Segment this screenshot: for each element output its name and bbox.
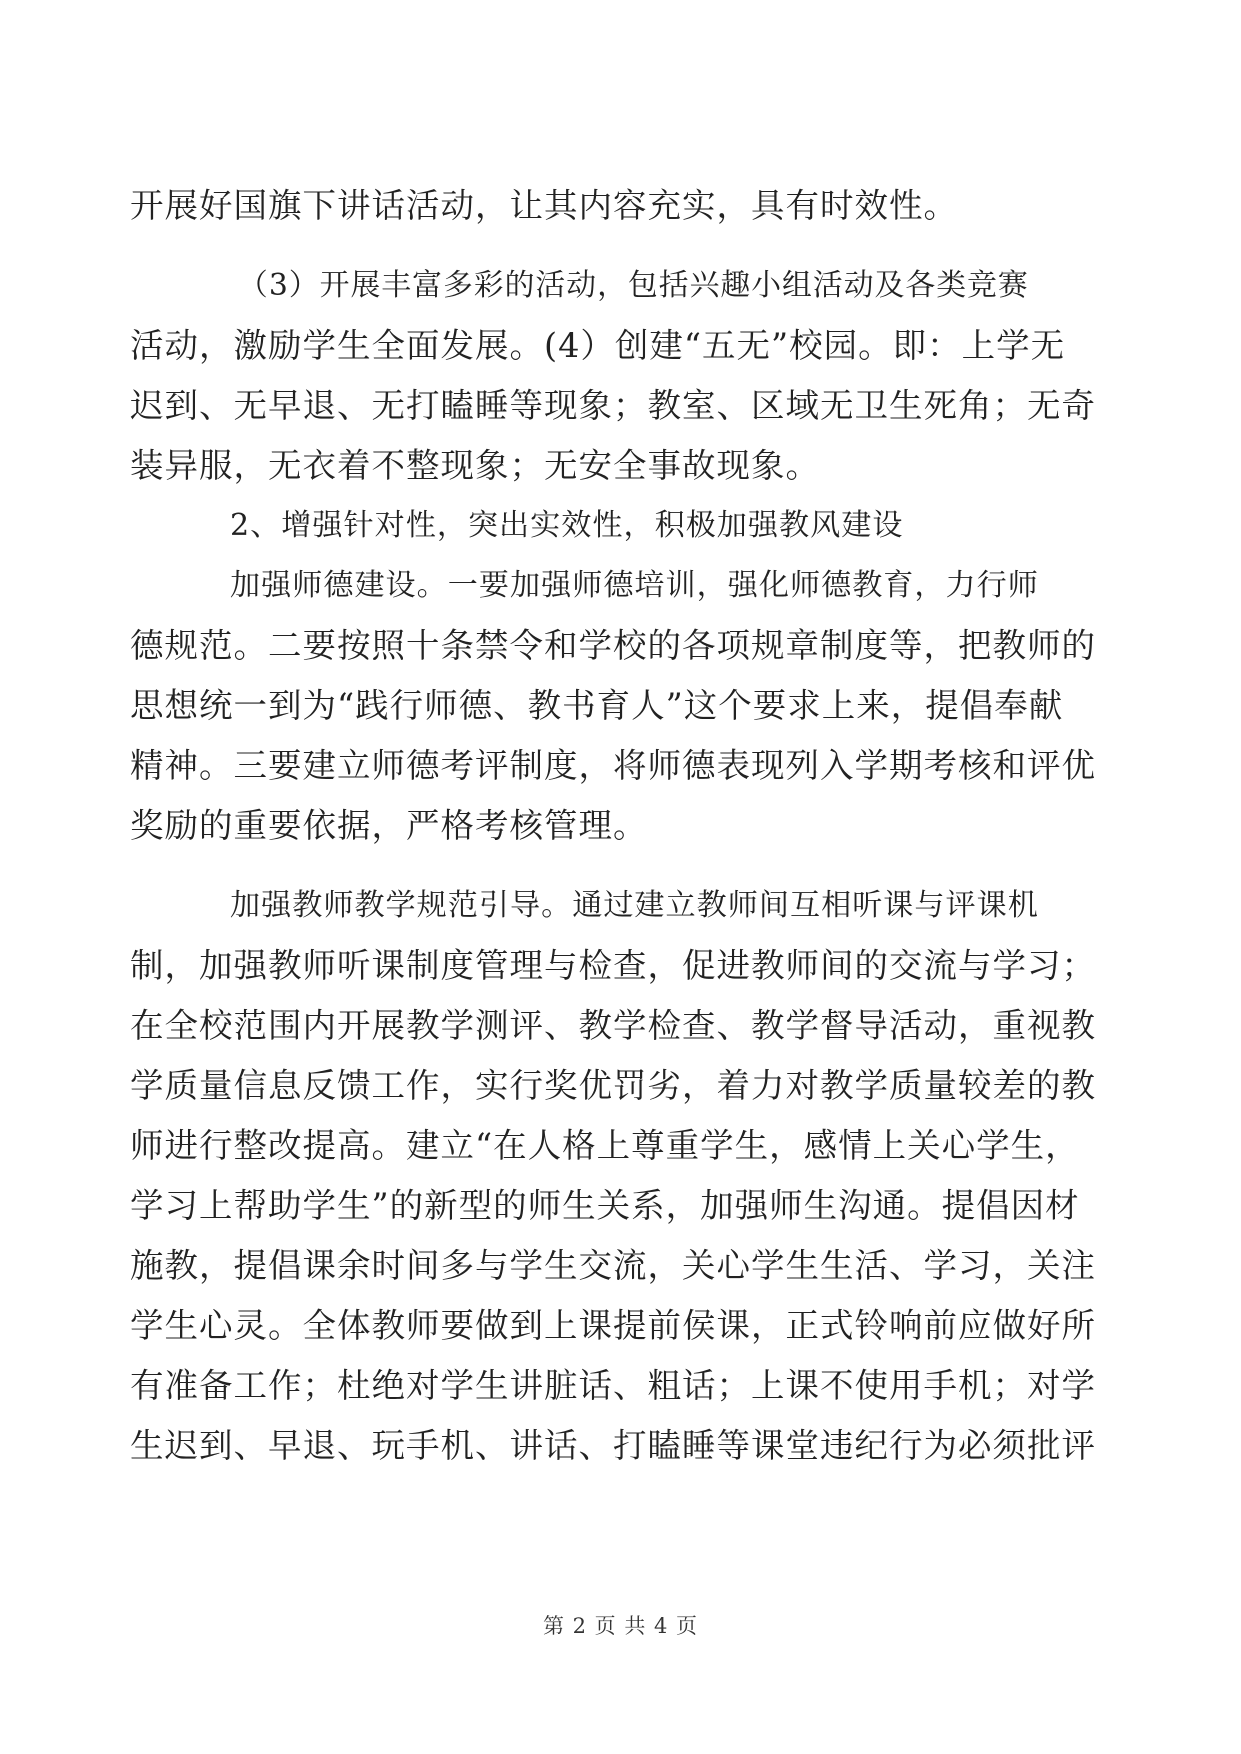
text-line: 德规范。二要按照十条禁令和学校的各项规章制度等，把教师的	[130, 626, 1096, 665]
text-line: 奖励的重要依据，严格考核管理。	[130, 806, 648, 845]
text-line: 有准备工作；杜绝对学生讲脏话、粗话；上课不使用手机；对学	[130, 1366, 1096, 1405]
text-line: （3）开展丰富多彩的活动，包括兴趣小组活动及各类竞赛	[238, 268, 1029, 303]
text-line: 在全校范围内开展教学测评、教学检查、教学督导活动，重视教	[130, 1006, 1096, 1045]
text-line: 活动，激励学生全面发展。(4）创建“五无”校园。即：上学无	[130, 326, 1066, 365]
text-line: 学生心灵。全体教师要做到上课提前侯课，正式铃响前应做好所	[130, 1306, 1096, 1345]
text-line: 迟到、无早退、无打瞌睡等现象；教室、区域无卫生死角；无奇	[130, 386, 1096, 425]
text-line: 装异服，无衣着不整现象；无安全事故现象。	[130, 446, 820, 485]
text-line: 精神。三要建立师德考评制度，将师德表现列入学期考核和评优	[130, 746, 1096, 785]
text-line: 思想统一到为“践行师德、教书育人”这个要求上来，提倡奉献	[130, 686, 1064, 725]
text-line: 加强教师教学规范引导。通过建立教师间互相听课与评课机	[230, 888, 1039, 923]
text-line: 加强师德建设。一要加强师德培训，强化师德教育，力行师	[230, 568, 1039, 603]
text-line: 学习上帮助学生”的新型的师生关系，加强师生沟通。提倡因材	[130, 1186, 1080, 1225]
text-line: 施教，提倡课余时间多与学生交流，关心学生生活、学习，关注	[130, 1246, 1096, 1285]
text-line: 制，加强教师听课制度管理与检查，促进教师间的交流与学习；	[130, 946, 1096, 985]
section-heading: 2、增强针对性，突出实效性，积极加强教风建设	[230, 508, 904, 543]
text-line: 生迟到、早退、玩手机、讲话、打瞌睡等课堂违纪行为必须批评	[130, 1426, 1096, 1465]
text-line: 开展好国旗下讲话活动，让其内容充实，具有时效性。	[130, 186, 958, 225]
text-line: 学质量信息反馈工作，实行奖优罚劣，着力对教学质量较差的教	[130, 1066, 1096, 1105]
page-number-footer: 第 2 页 共 4 页	[542, 1614, 699, 1638]
text-line: 师进行整改提高。建立“在人格上尊重学生，感情上关心学生，	[130, 1126, 1080, 1165]
